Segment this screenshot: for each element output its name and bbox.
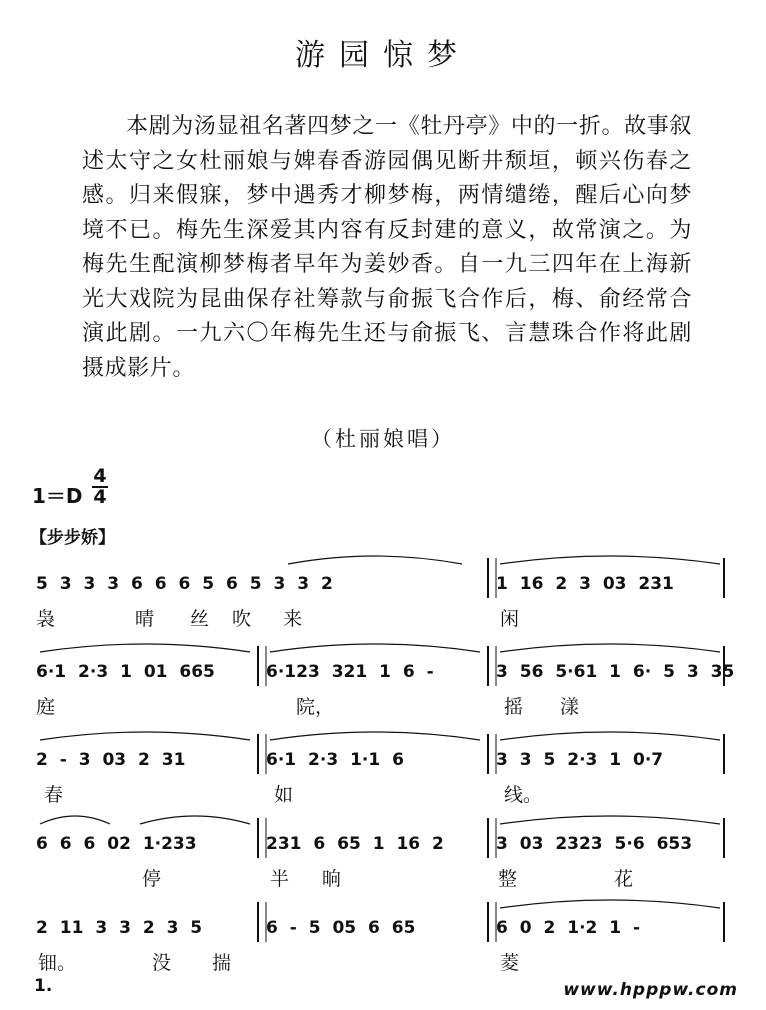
- measure-notes: 3 3 5 2·3 1 0·7: [496, 750, 664, 770]
- lyric-char: 线。: [504, 784, 543, 806]
- song-title: 游园惊梦: [295, 38, 471, 73]
- measure-notes: 3 03 2323 5·6 653: [496, 834, 693, 854]
- meter-bottom: 4: [93, 486, 107, 508]
- system-lines: [0, 556, 766, 634]
- lyric-char: 晌: [322, 868, 342, 890]
- phrase-slur: [140, 816, 250, 824]
- notation-system: [0, 556, 766, 634]
- lyric-char: 丝: [190, 608, 210, 630]
- measure-notes: 6·123 321 1 6 -: [266, 662, 434, 682]
- key-signature: 1＝D: [32, 484, 83, 508]
- lyric-char: 钿。: [38, 952, 77, 974]
- notation-system: [0, 644, 766, 722]
- phrase-slur: [40, 816, 110, 824]
- watermark: www.hpppw.com: [563, 980, 738, 1000]
- notation-system: [0, 816, 766, 894]
- phrase-slur: [500, 900, 720, 908]
- phrase-slur: [500, 732, 720, 740]
- lyric-char: 如: [274, 784, 294, 806]
- measure-notes: 1 16 2 3 03 231: [496, 574, 674, 594]
- lyric-char: 袅: [36, 608, 56, 630]
- meter-top: 4: [93, 465, 107, 487]
- phrase-slur: [500, 816, 720, 824]
- phrase-slur: [500, 556, 720, 564]
- lyric-char: 停: [142, 868, 162, 890]
- measure-notes: 3 56 5·61 1 6· 5 3 35: [496, 662, 735, 682]
- lyric-char: 春: [44, 784, 64, 806]
- phrase-slur: [270, 732, 480, 740]
- phrase-slur: [288, 556, 462, 564]
- intro-paragraph: 本剧为汤显祖名著四梦之一《牡丹亭》中的一折。故事叙述太守之女杜丽娘与婢春香游园偶见断井颓垣，顿兴伤春之感。归来假寐，梦中遇秀才柳梦梅，两情缱绻，醒后心向梦境不已。梅先生深爱其内容有反封建的意义，故常演之。为梅先生配演柳梦梅者早年为姜妙香。自一九三四年在上海新光大戏院为昆曲保存社筹款与俞振飞合作后，梅、俞经常合演此剧。一九六〇年梅先生还与俞振飞、言慧珠合作将此剧摄成影片。: [82, 114, 692, 381]
- time-signature: [92, 465, 108, 508]
- phrase-slur: [500, 644, 720, 652]
- system-lines: [0, 900, 766, 978]
- notation-system: [0, 900, 766, 978]
- lyric-char: 菱: [500, 952, 520, 974]
- phrase-slur: [40, 644, 250, 652]
- tune-name: 【步步娇】: [30, 528, 115, 548]
- notation-system: [0, 732, 766, 810]
- lyric-char: 花: [614, 868, 634, 890]
- lyric-char: 来: [283, 608, 303, 630]
- lyric-char: 庭: [36, 696, 56, 718]
- lyric-char: 半: [270, 868, 290, 890]
- measure-notes: 6 6 6 02 1·233: [36, 834, 197, 854]
- lyric-char: 院，: [296, 696, 335, 718]
- phrase-slur: [270, 644, 480, 652]
- system-lines: [0, 732, 766, 810]
- lyric-char: 整: [498, 868, 518, 890]
- measure-notes: 6·1 2·3 1·1 6: [266, 750, 404, 770]
- measure-notes: 6 0 2 1·2 1 -: [496, 918, 641, 938]
- intro-text: [82, 110, 692, 386]
- page-number: 1.: [34, 976, 53, 996]
- lyric-char: 揣: [212, 952, 232, 974]
- lyric-char: 晴: [135, 608, 155, 630]
- lyric-char: 摇: [504, 696, 524, 718]
- measure-notes: 6 - 5 05 6 65: [266, 918, 416, 938]
- lyric-char: 没: [152, 952, 172, 974]
- singer-label: （杜丽娘唱）: [311, 427, 455, 451]
- measure-notes: 2 - 3 03 2 31: [36, 750, 186, 770]
- lyric-char: 闲: [500, 608, 520, 630]
- lyric-char: 漾: [560, 696, 580, 718]
- lyric-char: 吹: [232, 608, 252, 630]
- system-lines: [0, 644, 766, 722]
- system-lines: [0, 816, 766, 894]
- measure-notes: 2 11 3 3 2 3 5: [36, 918, 203, 938]
- measure-notes: 5 3 3 3 6 6 6 5 6 5 3 3 2: [36, 574, 333, 594]
- measure-notes: 6·1 2·3 1 01 665: [36, 662, 215, 682]
- phrase-slur: [40, 732, 250, 740]
- measure-notes: 231 6 65 1 16 2: [266, 834, 444, 854]
